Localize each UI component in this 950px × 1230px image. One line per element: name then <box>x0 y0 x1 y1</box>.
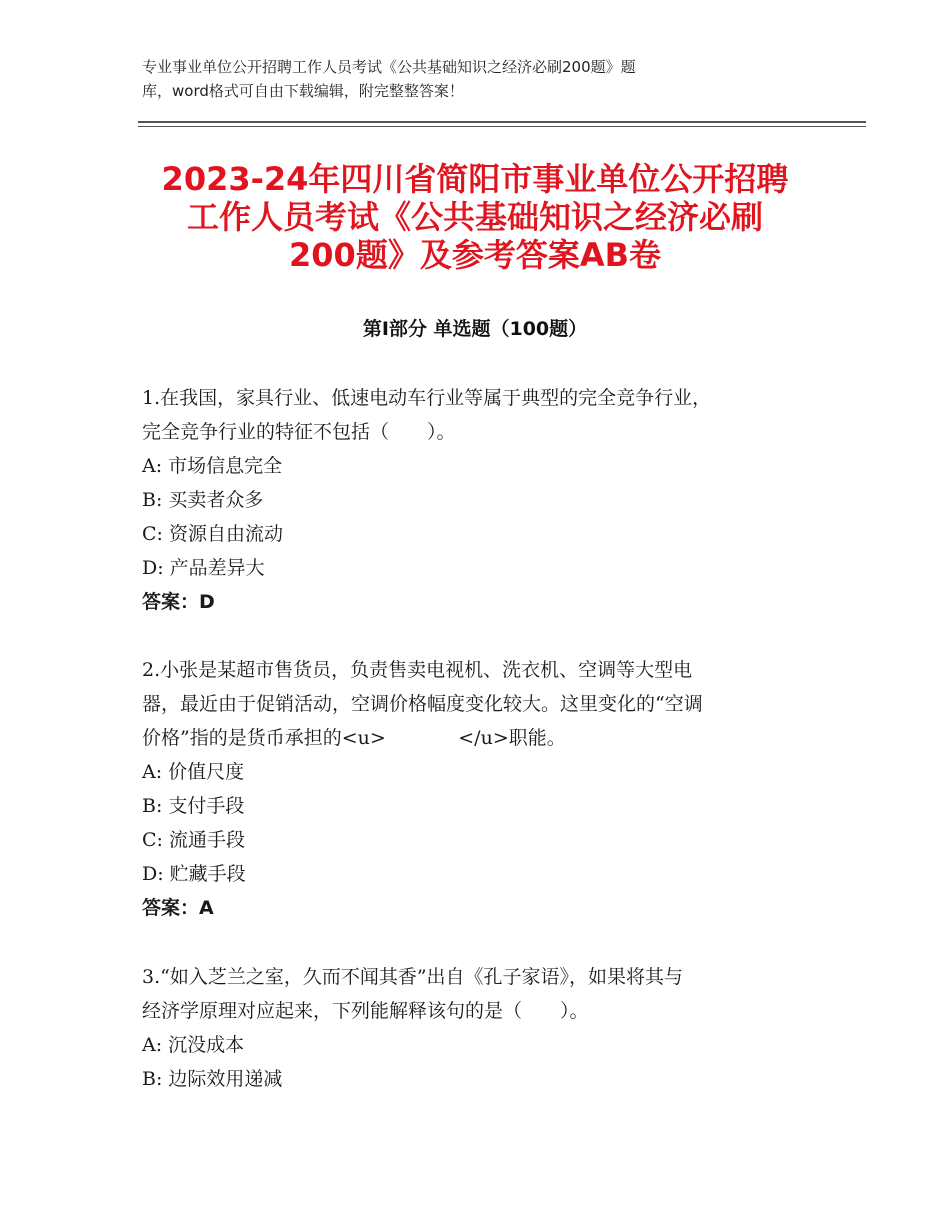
option-a: A: 沉没成本 <box>142 1034 245 1056</box>
section-heading: 第Ⅰ部分 单选题（100题） <box>362 318 588 340</box>
title-line-2: 工作人员考试《公共基础知识之经济必刷 <box>186 198 763 236</box>
option-a: A: 市场信息完全 <box>142 455 283 477</box>
document-title <box>120 160 830 274</box>
option-d: D: 产品差异大 <box>142 557 265 579</box>
header-line-2: 库，word格式可自由下载编辑，附完整整答案！ <box>142 82 464 100</box>
header-rule-thin <box>138 126 866 127</box>
header-line-1: 专业事业单位公开招聘工作人员考试《公共基础知识之经济必刷200题》题 <box>142 58 636 76</box>
question-stem-line: 经济学原理对应起来，下列能解释该句的是（ ）。 <box>142 1000 589 1022</box>
title-line-1: 2023-24年四川省简阳市事业单位公开招聘 <box>161 160 789 198</box>
question-3 <box>142 960 802 1096</box>
question-stem-line: 1.在我国，家具行业、低速电动车行业等属于典型的完全竞争行业， <box>142 387 712 409</box>
option-b: B: 支付手段 <box>142 795 245 817</box>
question-1 <box>142 381 802 619</box>
question-stem-line: 3.“如入芝兰之室，久而不闻其香”出自《孔子家语》，如果将其与 <box>142 966 684 988</box>
option-c: C: 资源自由流动 <box>142 523 283 545</box>
option-b: B: 买卖者众多 <box>142 489 264 511</box>
answer-label: 答案：D <box>142 591 215 613</box>
header-rule-thick <box>138 121 866 123</box>
page-header <box>142 55 772 103</box>
option-b: B: 边际效用递减 <box>142 1068 283 1090</box>
question-stem-line: 价格”指的是货币承担的<u> </u>职能。 <box>142 727 566 749</box>
answer-label: 答案：A <box>142 897 214 919</box>
option-c: C: 流通手段 <box>142 829 245 851</box>
option-d: D: 贮藏手段 <box>142 863 246 885</box>
question-2 <box>142 653 802 925</box>
question-stem-line: 器，最近由于促销活动，空调价格幅度变化较大。这里变化的“空调 <box>142 693 703 715</box>
option-a: A: 价值尺度 <box>142 761 245 783</box>
question-stem-line: 完全竞争行业的特征不包括（ ）。 <box>142 421 456 443</box>
title-line-3: 200题》及参考答案AB卷 <box>289 236 661 274</box>
question-stem-line: 2.小张是某超市售货员，负责售卖电视机、洗衣机、空调等大型电 <box>142 659 693 681</box>
